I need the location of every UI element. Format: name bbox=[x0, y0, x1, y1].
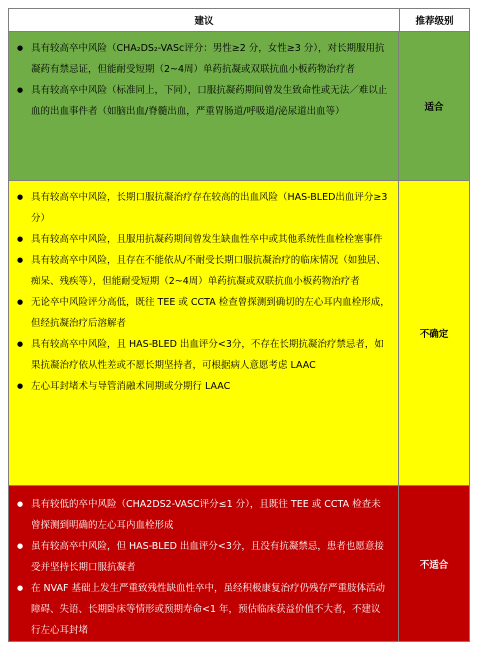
level-cell: 不确定 bbox=[419, 328, 449, 340]
bullet-icon: ● bbox=[17, 192, 24, 201]
recommendation-cell bbox=[9, 181, 399, 485]
bullet-icon: ● bbox=[17, 584, 24, 592]
list-item: ● 具有较高卒中风险（CHA₂DS₂-VASc评分：男性≥2 分，女性≥3 分），对长期服用抗凝药有禁忌证，但能耐受短期（2~4周）单药抗凝或双联抗血小板药物治疗者 bbox=[17, 38, 390, 80]
list-item: ● 具有较高卒中风险，且服用抗凝药期间曾发生缺血性卒中或其他系统性血栓栓塞事件 bbox=[17, 229, 390, 250]
level-cell: 不适合 bbox=[419, 559, 449, 571]
table-header bbox=[9, 9, 469, 32]
bullet-icon: ● bbox=[17, 542, 24, 550]
bullet-icon: ● bbox=[17, 255, 24, 264]
header-recommendation: 建议 bbox=[9, 9, 400, 31]
level-cell: 适合 bbox=[424, 101, 444, 113]
row-uncertain bbox=[9, 181, 469, 486]
list-item: ● 左心耳封堵术与导管消融术同期或分期行 LAAC bbox=[17, 376, 390, 397]
list-item: ● 虽有较高卒中风险，但 HAS-BLED 出血评分<3分，且没有抗凝禁忌，患者也愿意接受并坚持长期口服抗凝者 bbox=[17, 536, 390, 578]
bullet-icon: ● bbox=[17, 85, 24, 94]
list-item: ● 具有较高卒中风险，且 HAS-BLED 出血评分<3分，不存在长期抗凝治疗禁忌者，如果抗凝治疗依从性差或不愿长期坚持者，可根据病人意愿考虑 LAAC bbox=[17, 334, 390, 376]
bullet-icon: ● bbox=[17, 234, 24, 243]
list-item: ● 具有较高卒中风险，长期口服抗凝治疗存在较高的出血风险（HAS-BLED出血评分≥3 分） bbox=[17, 187, 390, 229]
list-item: ● 具有较低的卒中风险（CHA2DS2-VASC评分≤1 分），且既往 TEE 或 CCTA 检查未曾探测到明确的左心耳内血栓形成 bbox=[17, 494, 390, 536]
bullet-icon: ● bbox=[17, 381, 24, 390]
bullet-icon: ● bbox=[17, 500, 24, 508]
bullet-icon: ● bbox=[17, 43, 24, 52]
row-unsuitable bbox=[9, 486, 469, 641]
bullet-icon: ● bbox=[17, 339, 24, 348]
list-item: ● 无论卒中风险评分高低，既往 TEE 或 CCTA 检查曾探测到确切的左心耳内血栓形成，但经抗凝治疗后溶解者 bbox=[17, 292, 390, 334]
row-suitable bbox=[9, 32, 469, 181]
recommendation-cell bbox=[9, 486, 399, 641]
list-item: ● 具有较高卒中风险，且存在不能依从/不耐受长期口服抗凝治疗的临床情况（如独居、痴呆、残疾等），但能耐受短期（2~4周）单药抗凝或双联抗血小板药物治疗者 bbox=[17, 250, 390, 292]
bullet-icon: ● bbox=[17, 297, 24, 306]
recommendation-table bbox=[8, 8, 470, 642]
recommendation-cell bbox=[9, 32, 399, 180]
header-level: 推荐级别 bbox=[415, 15, 454, 27]
list-item: ● 具有较高卒中风险（标准同上，下同），口服抗凝药期间曾发生致命性或无法／难以止血的出血事件者（如脑出血/脊髓出血，严重胃肠道/呼吸道/泌尿道出血等） bbox=[17, 80, 390, 122]
list-item: ● 在 NVAF 基础上发生严重致残性缺血性卒中，虽经积极康复治疗仍残存严重肢体活动障碍、失语、长期卧床等情形或预期寿命<1 年，预估临床获益价值不大者，不建议行左心耳封堵 bbox=[17, 578, 390, 641]
